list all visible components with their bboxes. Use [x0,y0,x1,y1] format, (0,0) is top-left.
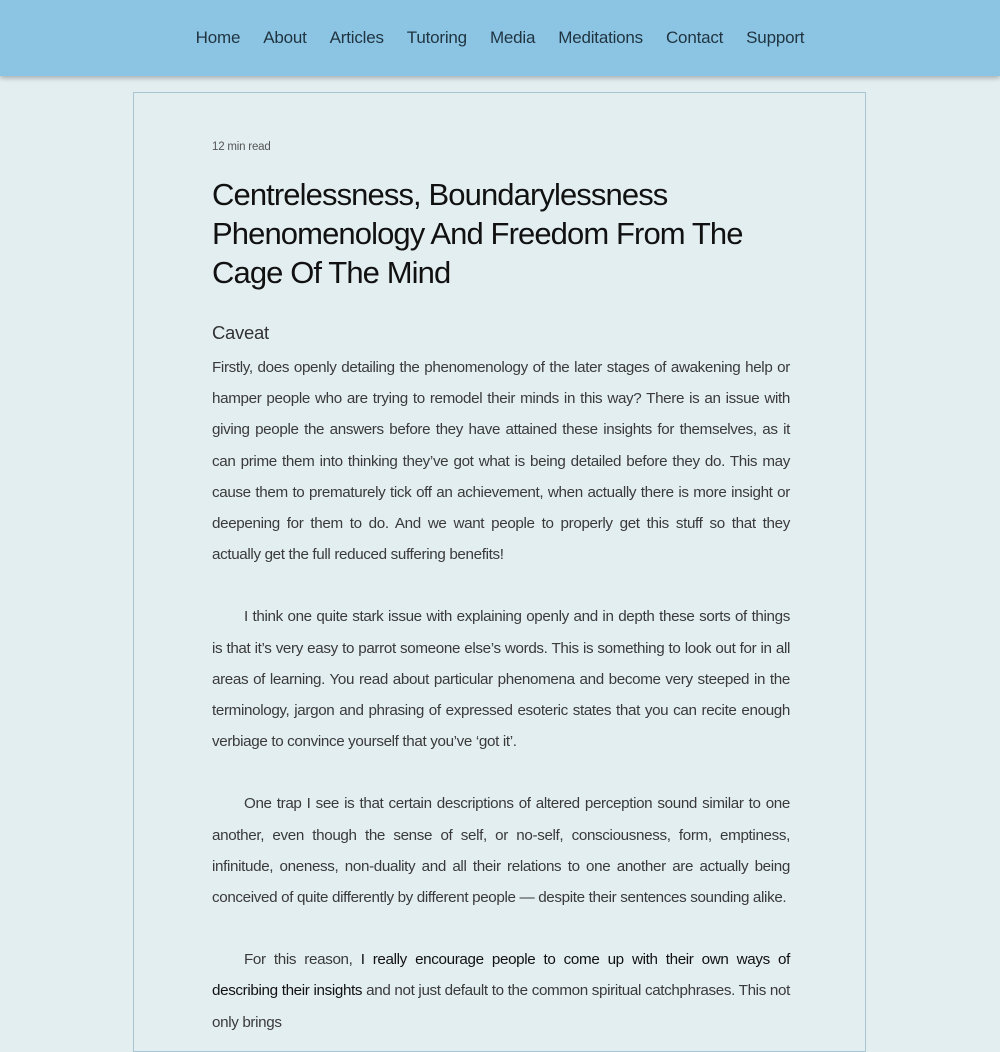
nav-item-articles[interactable]: Articles [329,28,384,47]
nav-menu [0,0,1000,76]
paragraph-2: I think one quite stark issue with explaining openly and in depth these sorts of things is that it’s very easy to parrot someone else’s words. This is something to look out for in all areas of learning. You read about particular phenomena and become very steeped in the terminology, jargon and phrasing of expressed esoteric states that you can recite enough verbiage to convince yourself that you’ve ‘got it’. [212,608,790,751]
blog-post-content [212,133,790,1038]
paragraph-4 [212,944,790,1038]
paragraph-4-lead: For this reason, [244,951,353,969]
top-navigation-bar [0,0,1000,76]
nav-item-support[interactable]: Support [746,28,805,47]
read-time-label: 12 min read [212,141,271,153]
nav-item-contact[interactable]: Contact [665,28,724,47]
paragraph-4-tail: and not just default to the common spiritual catchphrases. This not only brings [212,982,790,1031]
paragraph-3: One trap I see is that certain descriptions of altered perception sound similar to one another, even though the sense of self, or no-self, consciousness, form, emptiness, infinitude, oneness, non-duality and all their relations to one another are actually being conceived of quite differently by different people — despite their sentences sounding alike. [212,795,790,907]
paragraph-1: Firstly, does openly detailing the phenomenology of the later stages of awakening help or hamper people who are trying to remodel their minds in this way? There is an issue with giving people the answers before they have attained these insights for themselves, as it can prime them into thinking they’ve got what is being detailed before they do. This may cause them to prematurely tick off an achievement, when actually there is more insight or deepening for them to do. And we want people to properly get this stuff so that they actually get the full reduced suffering benefits! [212,359,790,564]
paragraph-4-emphasis: I really encourage people to come up with their own ways of describing their insights [212,951,790,1000]
nav-item-media[interactable]: Media [489,28,536,47]
nav-item-meditations[interactable]: Meditations [558,28,643,47]
nav-item-about[interactable]: About [263,28,307,47]
blog-post-card [133,92,866,1052]
section-heading-caveat: Caveat [212,322,269,343]
nav-item-home[interactable]: Home [195,28,241,47]
post-title: Centrelessness, Boundarylessness Phenomenology And Freedom From The Cage Of The Mind [212,177,743,290]
nav-item-tutoring[interactable]: Tutoring [406,28,467,47]
